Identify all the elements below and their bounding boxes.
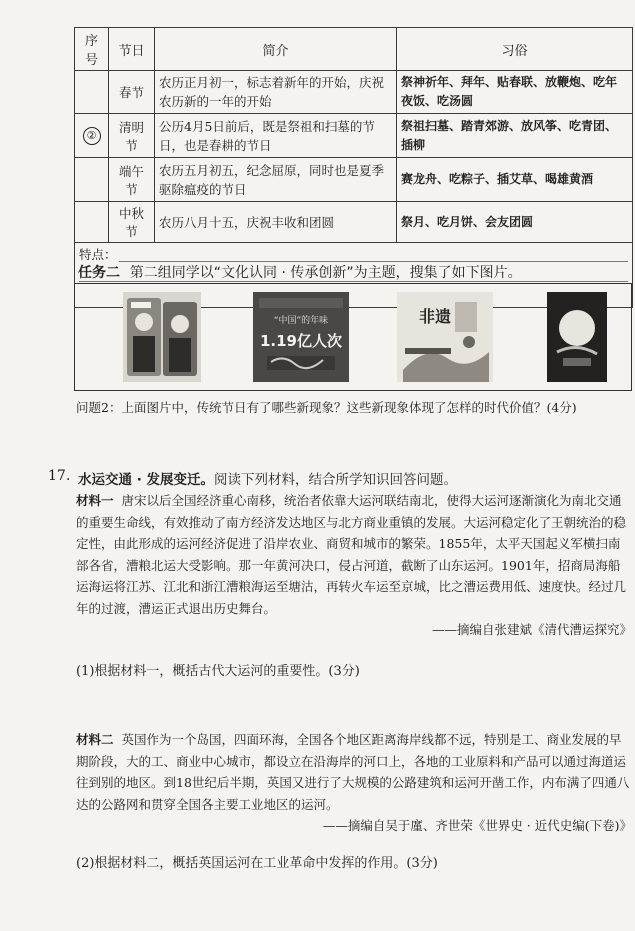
- heritage-poster: [397, 292, 493, 382]
- feature-label: 特点：: [79, 247, 117, 262]
- material-1-text: 唐宋以后全国经济重心南移，统治者依靠大运河联结南北，使得大运河逐渐演化为南北交通的重要生命线，有效推动了南方经济发达地区与北方商业重镇的发展。大运河稳定化了王朝统治的稳定性，由此形成的运河经济促进了沿岸农业、商贸和城市的繁荣。1855年，太平天国起义军横扫南部各省，漕粮北运大受影响。那一年黄河决口，侵占河道，截断了山东运河。1901年，招商局海船运海运将江苏、江北和浙江漕粮海运至塘沽，再转火车运至京城，比之漕运费用低、速度快。经过几年的过渡，漕运正式退出历史舞台。: [76, 493, 627, 616]
- row-no: [75, 114, 109, 158]
- material-1-label: 材料一: [76, 493, 114, 508]
- row-festival: 春节: [109, 71, 155, 114]
- row-customs: 祭祖扫墓、踏青郊游、放风筝、吃青团、插柳: [397, 114, 633, 158]
- header-no: 序号: [75, 28, 109, 71]
- question-title-bold: 水运交通 · 发展变迁。: [78, 472, 215, 488]
- statistics-poster: [253, 292, 349, 382]
- row-customs: 赛龙舟、吃粽子、插艾草、喝雄黄酒: [397, 158, 633, 202]
- poster-big-number: 1.19亿人次: [259, 332, 343, 350]
- row-festival: 清明节: [109, 114, 155, 158]
- header-festival: 节日: [109, 28, 155, 71]
- material-2-label: 材料二: [76, 732, 114, 747]
- festival-table-wrapper: [74, 27, 632, 262]
- task2-text: 第二组同学以“文化认同 · 传承创新”为主题，搜集了如下图片。: [129, 265, 522, 281]
- moon-festival-poster: [547, 292, 607, 382]
- task2-heading: [78, 262, 522, 282]
- question-title: [78, 468, 457, 488]
- sub-question-2: (2)根据材料二，概括英国运河在工业革命中发挥的作用。(3分): [76, 856, 438, 871]
- row-intro: 农历五月初五，纪念屈原，同时也是夏季驱除瘟疫的节日: [155, 158, 397, 202]
- heritage-caption: 非遗: [419, 307, 452, 326]
- question-number: 17.: [48, 468, 71, 484]
- header-intro: 简介: [155, 28, 397, 71]
- sub-question-1: (1)根据材料一，概括古代大运河的重要性。(3分): [76, 664, 360, 679]
- table-header-row: [75, 28, 633, 71]
- row-intro: 公历4月5日前后，既是祭祖和扫墓的节日，也是春耕的节日: [155, 114, 397, 158]
- table-row: [75, 202, 633, 243]
- table-row: [75, 71, 633, 114]
- row-no: [75, 202, 109, 243]
- circled-number: ②: [83, 127, 101, 145]
- row-no: [75, 71, 109, 114]
- row-customs: 祭月、吃月饼、会友团圆: [397, 202, 633, 243]
- couple-photo: [123, 292, 201, 382]
- row-festival: 端午节: [109, 158, 155, 202]
- material-1: [76, 490, 632, 641]
- task2-label: 任务二: [78, 265, 120, 281]
- question-title-rest: 阅读下列材料，结合所学知识回答问题。: [214, 472, 458, 488]
- row-intro: 农历正月初一，标志着新年的开始，庆祝农历新的一年的开始: [155, 71, 397, 114]
- row-no: [75, 158, 109, 202]
- material-1-source: ——摘编自张建斌《清代漕运探究》: [431, 622, 632, 637]
- question-2: 问题2：上面图片中，传统节日有了哪些新现象？这些新现象体现了怎样的时代价值？(4分): [76, 400, 577, 415]
- picture-frame: [74, 283, 632, 391]
- material-2-text: 英国作为一个岛国，四面环海，全国各个地区距离海岸线都不远，特别是工、商业发展的早期阶段，大的工、商业中心城市，都设立在沿海岸的河口上，各地的工业原料和产品可以通过海道运往到别的地区。到18世纪后半期，英国又进行了大规模的公路建筑和运河开凿工作，内布满了四通八达的公路网和贯穿全国各主要工业地区的运河。: [76, 732, 630, 812]
- material-2: [76, 729, 632, 837]
- table-row: [75, 158, 633, 202]
- row-intro: 农历八月十五，庆祝丰收和团圆: [155, 202, 397, 243]
- table-row: [75, 114, 633, 158]
- header-customs: 习俗: [397, 28, 633, 71]
- row-customs: 祭神祈年、拜年、贴春联、放鞭炮、吃年夜饭、吃汤圆: [397, 71, 633, 114]
- row-festival: 中秋节: [109, 202, 155, 243]
- material-2-source: ——摘编自吴于廑、齐世荣《世界史 · 近代史编(下卷)》: [322, 818, 632, 833]
- poster-caption: “中国”的年味: [273, 316, 329, 326]
